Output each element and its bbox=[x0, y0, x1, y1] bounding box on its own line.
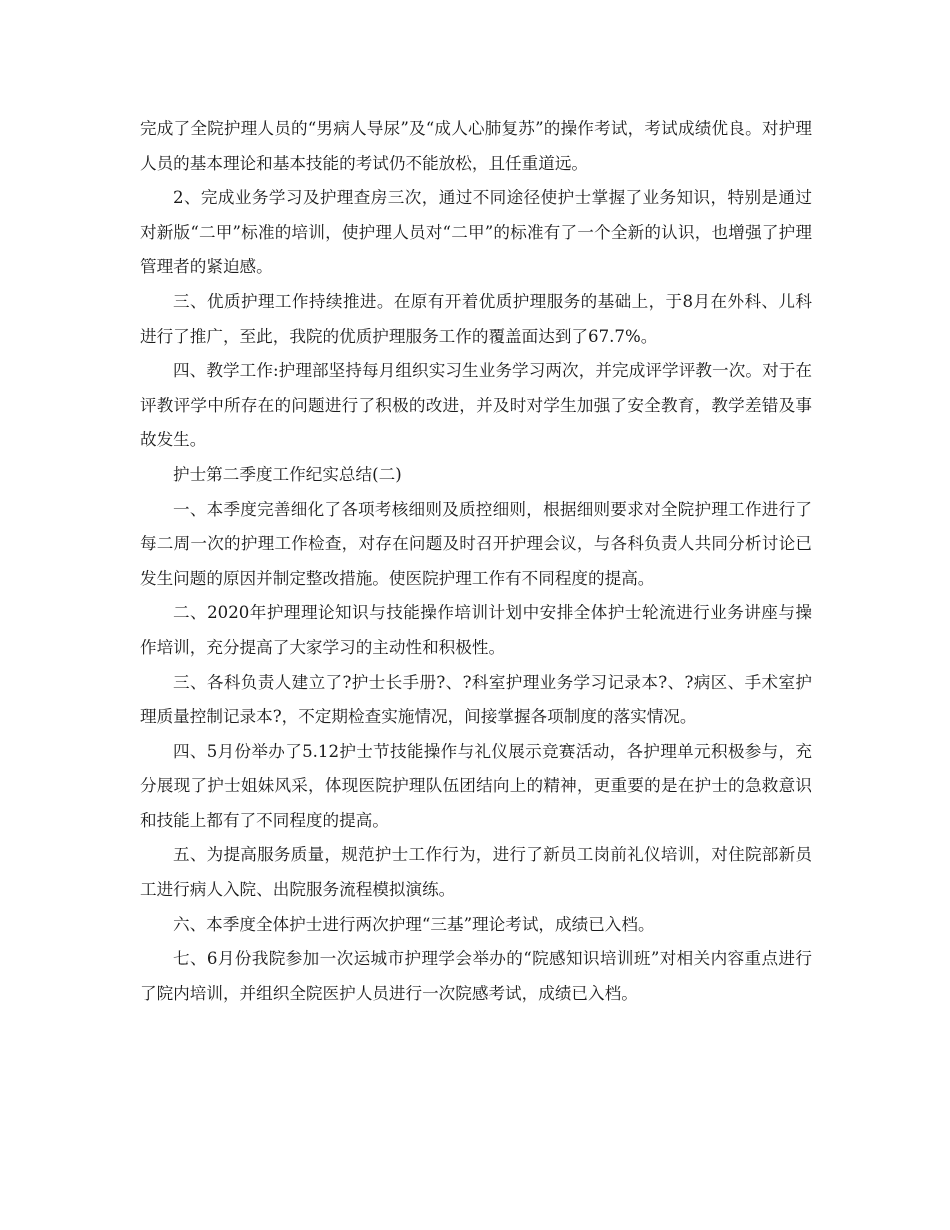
section-heading: 护士第二季度工作纪实总结(二) bbox=[173, 464, 402, 484]
paragraph-item-3: 三、优质护理工作持续推进。在原有开着优质护理服务的基础上，于8月在外科、儿科进行了推广，至此，我院的优质护理服务工作的覆盖面达到了67.7%。 bbox=[140, 291, 812, 346]
paragraph-section-item-3: 三、各科负责人建立了?护士长手册?、?科室护理业务学习记录本?、?病区、手术室护理质量控制记录本?，不定期检查实施情况，间接掌握各项制度的落实情况。 bbox=[140, 672, 812, 727]
paragraph-section-item-1: 一、本季度完善细化了各项考核细则及质控细则，根据细则要求对全院护理工作进行了每二周一次的护理工作检查，对存在问题及时召开护理会议，与各科负责人共同分析讨论已发生问题的原因并制定整改措施。使医院护理工作有不同程度的提高。 bbox=[140, 499, 812, 588]
paragraph-continuation: 完成了全院护理人员的“男病人导尿”及“成人心肺复苏”的操作考试，考试成绩优良。对护理人员的基本理论和基本技能的考试仍不能放松，且任重道远。 bbox=[140, 119, 812, 173]
paragraph-section-item-5: 五、为提高服务质量，规范护士工作行为，进行了新员工岗前礼仪培训，对住院部新员工进行病人入院、出院服务流程模拟演练。 bbox=[140, 845, 812, 900]
paragraph-section-item-4: 四、5月份举办了5.12护士节技能操作与礼仪展示竞赛活动，各护理单元积极参与，充分展现了护士姐妹风采，体现医院护理队伍团结向上的精神，更重要的是在护士的急救意识和技能上都有了不同程度的提高。 bbox=[140, 741, 812, 830]
document-page bbox=[140, 112, 812, 1011]
paragraph-section-item-7: 七、6月份我院参加一次运城市护理学会举办的“院感知识培训班”对相关内容重点进行了院内培训，并组织全院医护人员进行一次院感考试，成绩已入档。 bbox=[140, 949, 812, 1003]
paragraph-item-4: 四、教学工作:护理部坚持每月组织实习生业务学习两次，并完成评学评教一次。对于在评教评学中所存在的问题进行了积极的改进，并及时对学生加强了安全教育，教学差错及事故发生。 bbox=[140, 361, 812, 450]
paragraph-section-item-2: 二、2020年护理理论知识与技能操作培训计划中安排全体护士轮流进行业务讲座与操作培训，充分提高了大家学习的主动性和积极性。 bbox=[140, 603, 812, 657]
paragraph-item-2: 2、完成业务学习及护理查房三次，通过不同途径使护士掌握了业务知识，特别是通过对新版“二甲”标准的培训，使护理人员对“二甲”的标准有了一个全新的认识，也增强了护理管理者的紧迫感。 bbox=[140, 188, 812, 277]
paragraph-section-item-6: 六、本季度全体护士进行两次护理“三基”理论考试，成绩已入档。 bbox=[173, 914, 655, 934]
